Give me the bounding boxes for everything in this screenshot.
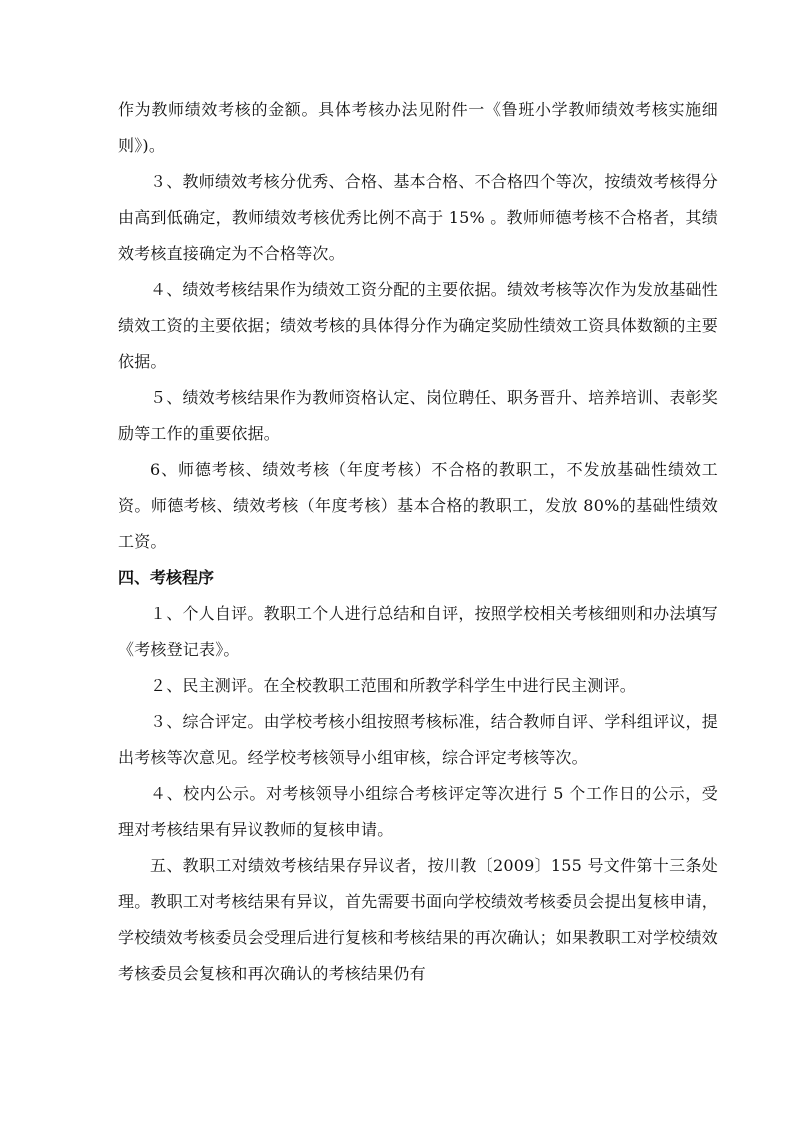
procedure-item-1: １、个人自评。教职工个人进行总结和自评，按照学校相关考核细则和办法填写《考核登记表》。 xyxy=(118,604,718,659)
procedure-item-3: ３、综合评定。由学校考核小组按照考核标准，结合教师自评、学科组评议，提出考核等次意见。经学校考核领导小组审核，综合评定考核等次。 xyxy=(118,712,718,767)
paragraph-item-6: 6、师德考核、绩效考核（年度考核）不合格的教职工，不发放基础性绩效工资。师德考核、绩效考核（年度考核）基本合格的教职工，发放 80%的基础性绩效工资。 xyxy=(118,460,718,551)
paragraph-item-3: ３、教师绩效考核分优秀、合格、基本合格、不合格四个等次，按绩效考核得分由高到低确定，教师绩效考核优秀比例不高于 15% 。教师师德考核不合格者，其绩效考核直接确定为不合格等次。 xyxy=(118,172,718,263)
procedure-item-4: ４、校内公示。对考核领导小组综合考核评定等次进行 5 个工作日的公示，受理对考核结果有异议教师的复核申请。 xyxy=(118,784,718,839)
paragraph-item-4: ４、绩效考核结果作为绩效工资分配的主要依据。绩效考核等次作为发放基础性绩效工资的主要依据；绩效考核的具体得分作为确定奖励性绩效工资具体数额的主要依据。 xyxy=(118,280,718,371)
paragraph-item-5: ５、绩效考核结果作为教师资格认定、岗位聘任、职务晋升、培养培训、表彰奖励等工作的重要依据。 xyxy=(118,388,718,443)
paragraph-continuation: 作为教师绩效考核的金额。具体考核办法见附件一《鲁班小学教师绩效考核实施细则》)。 xyxy=(118,100,718,155)
document-body xyxy=(118,92,718,992)
section-five-paragraph: 五、教职工对绩效考核结果存异议者，按川教〔2009〕155 号文件第十三条处理。教职工对考核结果有异议，首先需要书面向学校绩效考核委员会提出复核申请，学校绩效考核委员会受理后进行复核和考核结果的再次确认；如果教职工对学校绩效考核委员会复核和再次确认的考核结果仍有 xyxy=(118,856,718,983)
procedure-item-2: ２、民主测评。在全校教职工范围和所教学科学生中进行民主测评。 xyxy=(150,676,637,695)
section-heading: 四、考核程序 xyxy=(118,568,215,587)
